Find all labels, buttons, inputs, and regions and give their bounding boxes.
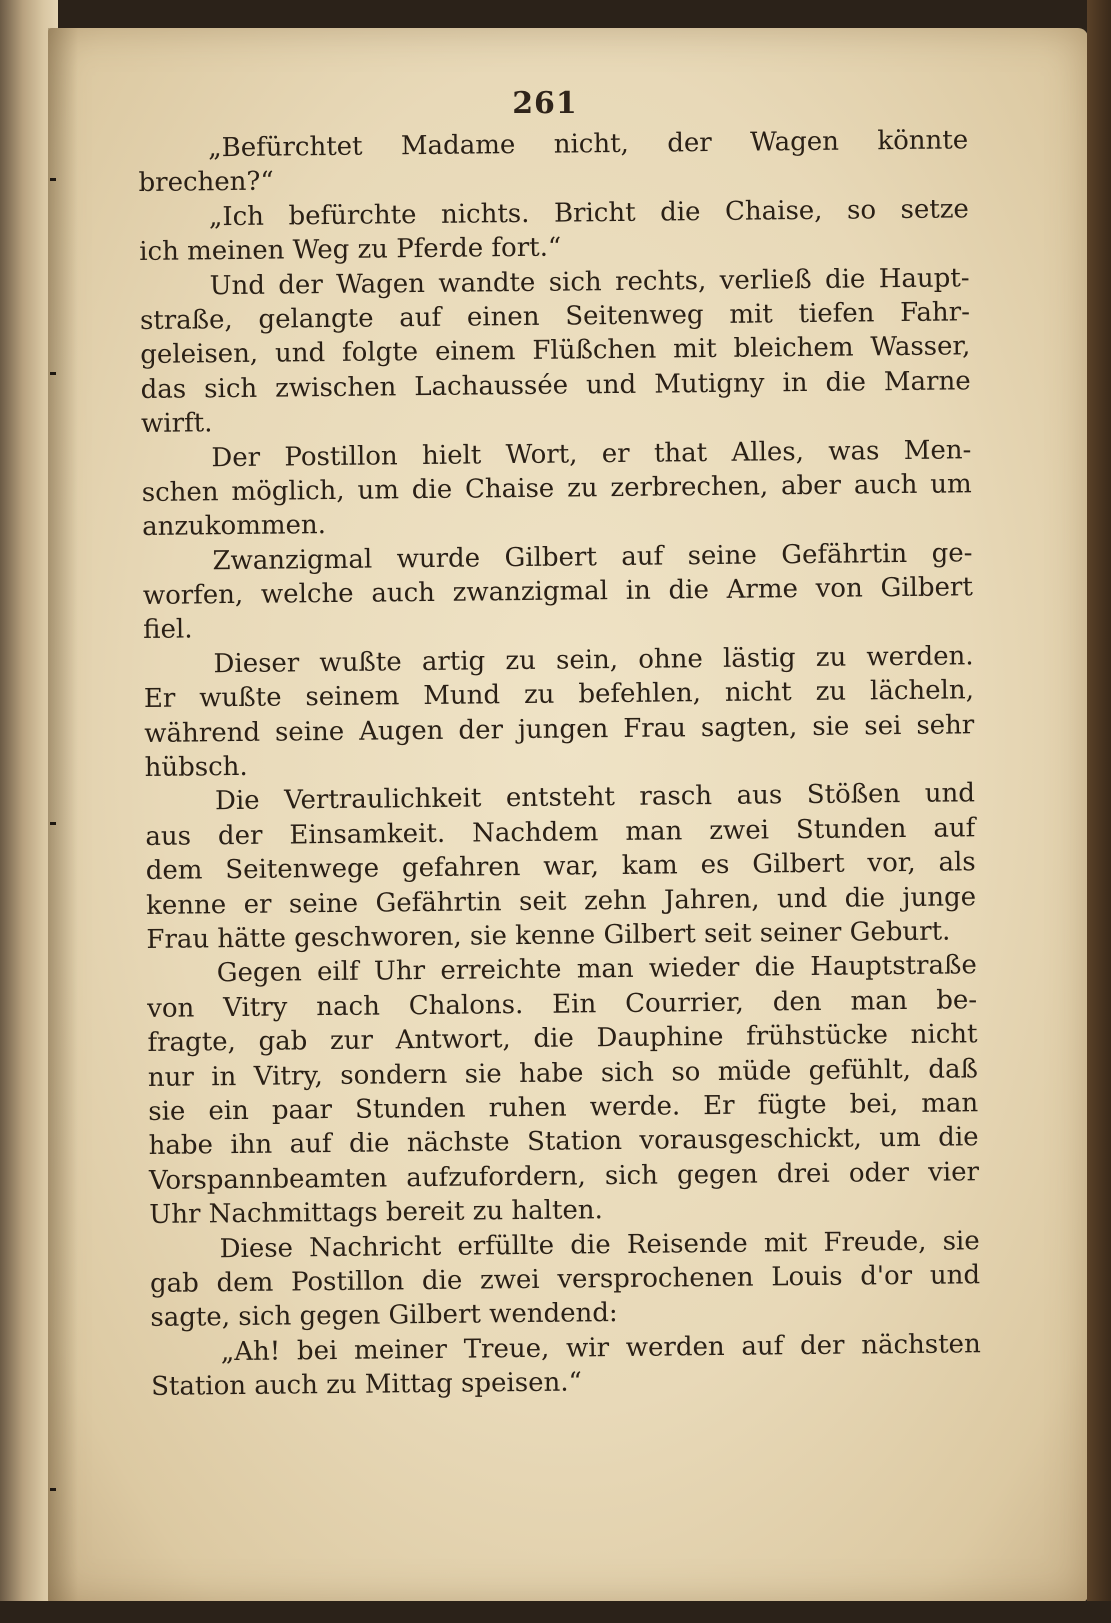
text-line: habe ihn auf die nächste Station vorausgeschickt, um die [148,1122,979,1162]
text-line: Frau hätte geschworen, sie kenne Gilbert seit seiner Geburt. [146,916,951,955]
text-line: ich meinen Weg zu Pferde fort.“ [139,232,562,268]
text-line: sagte, sich gegen Gilbert wendend: [150,1298,618,1334]
text-line: Diese Nachricht erfüllte die Reisende mit Freude, sie [219,1225,980,1264]
text-line: Uhr Nachmittags bereit zu halten. [149,1195,603,1231]
text-line: Zwanzigmal wurde Gilbert auf seine Gefährtin ge- [212,537,973,576]
page-number: 261 [512,86,578,121]
text-line: dem Seitenwege gefahren war, kam es Gilbert vor, als [145,847,976,887]
text-line: Gegen eilf Uhr erreichte man wieder die Hauptstraße [216,950,977,989]
text-line: hübsch. [144,751,248,783]
text-line: geleisen, und folgte einem Flüßchen mit bleichem Wasser, [140,331,971,371]
text-line: worfen, welche auch zwanzigmal in die Arme von Gilbert [142,572,973,612]
text-line: von Vitry nach Chalons. Ein Courrier, den man be- [147,985,978,1024]
text-line: „Ich befürchte nichts. Bricht die Chaise, so setze [208,194,970,233]
text-line: aus der Einsamkeit. Nachdem man zwei Stunden auf [145,813,976,852]
text-line: nur in Vitry, sondern sie habe sich so müde gefühlt, daß [147,1053,979,1093]
body-text [138,123,981,1404]
text-line: gab dem Postillon die zwei versprochenen Louis d'or und [149,1260,981,1299]
margin-mark [50,178,56,181]
text-line: straße, gelangte auf einen Seitenweg mit tiefen Fahr- [139,297,971,336]
bottom-edge [0,1601,1111,1623]
text-line: Vorspannbeamten aufzufordern, sich gegen drei oder vier [148,1156,980,1196]
text-line: Station auch zu Mittag speisen.“ [150,1367,582,1402]
text-line: Er wußte seinem Mund zu befehlen, nicht zu lächeln, [143,675,975,715]
margin-mark [50,372,56,375]
text-line: fiel. [143,614,193,646]
text-line: „Befürchtet Madame nicht, der Wagen könnte [208,125,969,164]
text-line: Die Vertraulichkeit entsteht rasch aus Stößen und [214,778,976,817]
text-line: anzukommen. [141,510,327,543]
text-line: Dieser wußte artig zu sein, ohne lästig zu werden. [213,641,974,680]
text-line: fragte, gab zur Antwort, die Dauphine frühstücke nicht [147,1019,978,1059]
text-line: kenne er seine Gefährtin seit zehn Jahren, und die junge [145,881,977,921]
text-line: sie ein paar Stunden ruhen werde. Er fügte bei, man [148,1088,979,1127]
text-line: während seine Augen der jungen Frau sagten, sie sei sehr [144,709,975,749]
margin-mark [50,1488,56,1491]
text-line: wirft. [140,408,213,440]
text-line: „Ah! bei meiner Treue, wir werden auf der nächsten [220,1328,981,1367]
text-line: brechen?“ [138,166,274,199]
text-line: das sich zwischen Lachaussée und Mutigny in die Marne [140,366,971,405]
margin-mark [50,822,56,825]
text-line: Der Postillon hielt Wort, er that Alles, was Men- [211,434,972,473]
text-line: schen möglich, um die Chaise zu zerbrechen, aber auch um [141,469,972,508]
text-line: Und der Wagen wandte sich rechts, verließ die Haupt- [209,262,970,301]
gutter-shadow [48,28,78,1603]
book-cover-edge [1087,0,1111,1623]
